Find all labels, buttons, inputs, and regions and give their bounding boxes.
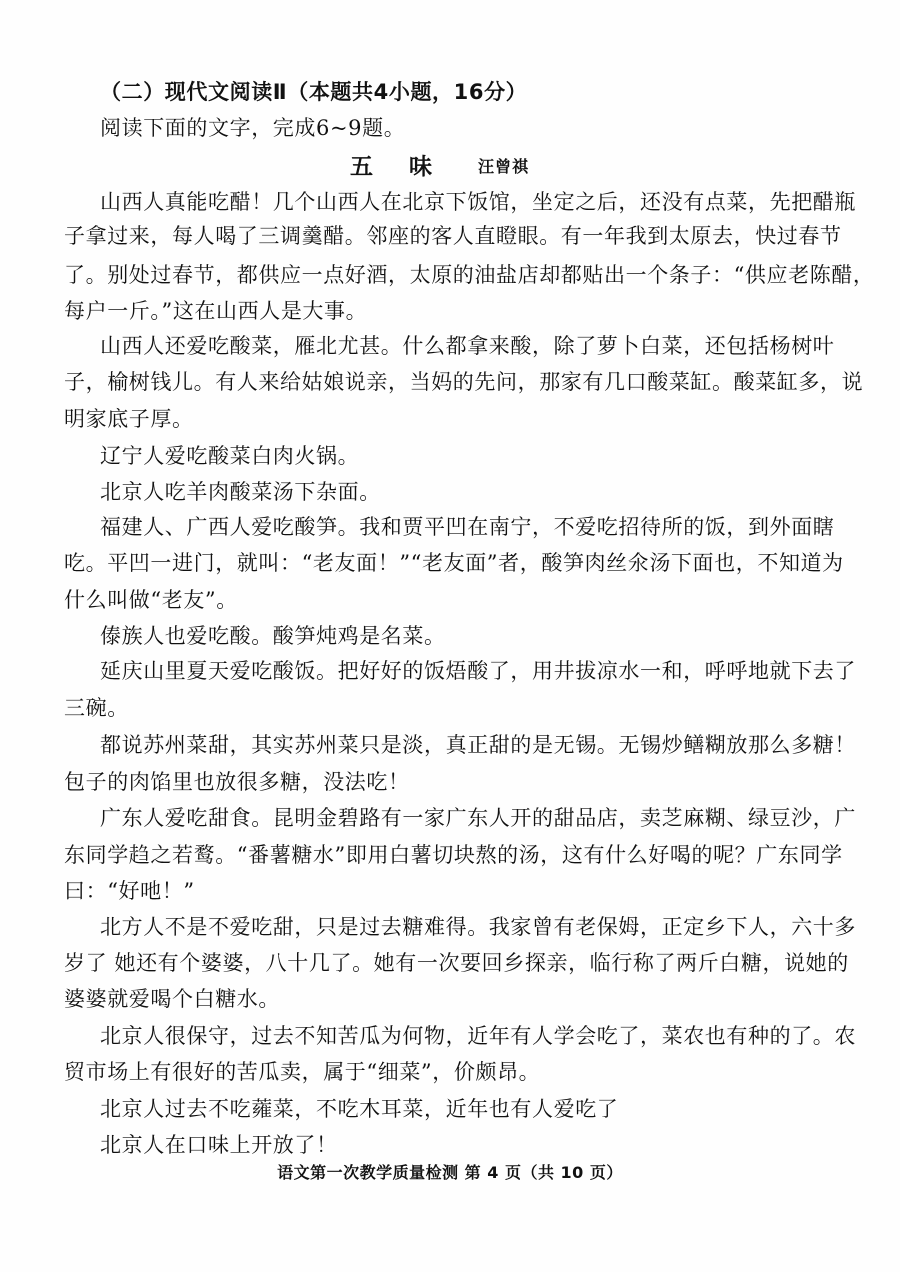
section-heading: （二）现代文阅读Ⅱ（本题共4小题，16分） (100, 80, 528, 104)
essay-line: 吃。平凹一进门，就叫：“老友面！”“老友面”者，酸笋肉丝氽汤下面也，不知道为 (64, 551, 844, 575)
essay-line: 子，榆树钱儿。有人来给姑娘说亲，当妈的先问，那家有几口酸菜缸。酸菜缸多，说 (64, 370, 864, 394)
essay-line: 傣族人也爱吃酸。酸笋炖鸡是名菜。 (100, 624, 446, 648)
essay-line: 贸市场上有很好的苦瓜卖，属于“细菜”，价颇昂。 (64, 1060, 541, 1084)
essay-line: 北方人不是不爱吃甜，只是过去糖难得。我家曾有老保姆，正定乡下人，六十多 (100, 915, 856, 939)
essay-line: 东同学趋之若鹜。“番薯糖水”即用白薯切块熬的汤，这有什么好喝的呢？广东同学 (64, 843, 843, 867)
essay-line: 婆婆就爱喝个白糖水。 (64, 987, 280, 1011)
essay-line: 山西人真能吃醋！几个山西人在北京下饭馆，坐定之后，还没有点菜，先把醋瓶 (100, 190, 856, 214)
essay-line: 辽宁人爱吃酸菜白肉火锅。 (100, 444, 360, 468)
essay-line: 明家底子厚。 (64, 407, 194, 431)
essay-line: 每户一斤。”这在山西人是大事。 (64, 299, 368, 323)
essay-title: 五 味 (350, 154, 447, 180)
essay-line: 曰：“好吔！” (64, 879, 195, 903)
essay-author: 汪曾祺 (478, 157, 530, 176)
essay-line: 北京人过去不吃蕹菜，不吃木耳菜，近年也有人爱吃了 (100, 1097, 619, 1121)
essay-line: 北京人很保守，过去不知苦瓜为何物，近年有人学会吃了，菜农也有种的了。农 (100, 1024, 856, 1048)
essay-line: 子拿过来，每人喝了三调羹醋。邻座的客人直瞪眼。有一年我到太原去，快过春节 (64, 224, 842, 248)
essay-line: 都说苏州菜甜，其实苏州菜只是淡，真正甜的是无锡。无锡炒鳝糊放那么多糖！ (100, 733, 856, 757)
essay-line: 包子的肉馅里也放很多糖，没法吃！ (64, 770, 410, 794)
essay-line: 什么叫做“老友”。 (64, 588, 238, 612)
page-footer: 语文第一次教学质量检测 第 4 页（共 10 页） (277, 1163, 623, 1182)
essay-line: 了。别处过春节，都供应一点好酒，太原的油盐店却都贴出一个条子：“供应老陈醋， (64, 263, 875, 287)
essay-line: 广东人爱吃甜食。昆明金碧路有一家广东人开的甜品店，卖芝麻糊、绿豆沙，广 (100, 806, 856, 830)
essay-line: 岁了 她还有个婆婆，八十几了。她有一次要回乡探亲，临行称了两斤白糖，说她的 (64, 951, 849, 975)
essay-line: 延庆山里夏天爱吃酸饭。把好好的饭焐酸了，用井拔凉水一和，呼呼地就下去了 (100, 659, 856, 683)
essay-line: 三碗。 (64, 696, 129, 720)
essay-line: 北京人在口味上开放了！ (100, 1133, 338, 1157)
section-instruction: 阅读下面的文字，完成6~9题。 (100, 116, 406, 140)
essay-line: 北京人吃羊肉酸菜汤下杂面。 (100, 480, 381, 504)
essay-line: 福建人、广西人爱吃酸笋。我和贾平凹在南宁，不爱吃招待所的饭，到外面瞎 (100, 515, 835, 539)
essay-line: 山西人还爱吃酸菜，雁北尤甚。什么都拿来酸，除了萝卜白菜，还包括杨树叶 (100, 334, 835, 358)
